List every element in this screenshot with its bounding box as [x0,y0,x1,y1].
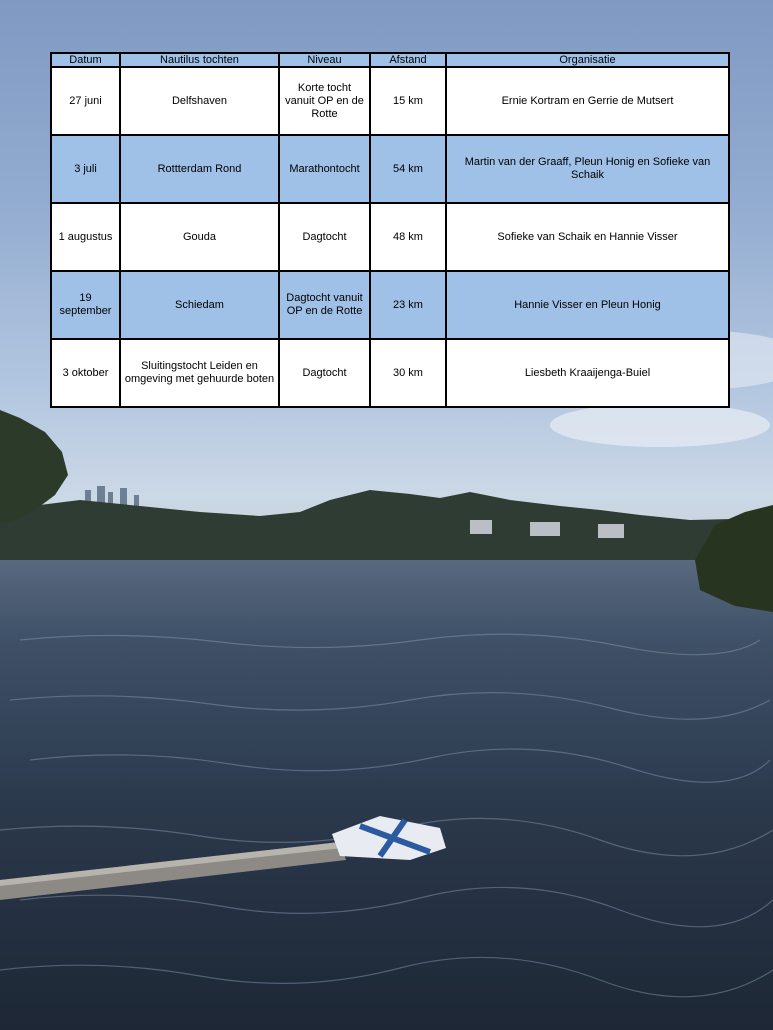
cell-tocht: Schiedam [120,271,279,339]
cell-niveau: Marathontocht [279,135,370,203]
cell-afstand: 15 km [370,67,446,135]
table-row [51,339,729,407]
cell-afstand: 48 km [370,203,446,271]
cell-afstand: 54 km [370,135,446,203]
cell-datum: 3 juli [51,135,120,203]
table-row [51,203,729,271]
cell-tocht: Rottterdam Rond [120,135,279,203]
cell-datum: 27 juni [51,67,120,135]
header-tochten: Nautilus tochten [120,53,279,67]
table-row [51,67,729,135]
table-row [51,135,729,203]
cell-organisatie: Hannie Visser en Pleun Honig [446,271,729,339]
header-afstand: Afstand [370,53,446,67]
table-header-row [51,53,729,67]
cell-afstand: 30 km [370,339,446,407]
table-row [51,271,729,339]
cell-organisatie: Martin van der Graaff, Pleun Honig en Sofieke van Schaik [446,135,729,203]
cell-niveau: Dagtocht [279,203,370,271]
cell-tocht: Gouda [120,203,279,271]
cell-tocht: Delfshaven [120,67,279,135]
header-datum: Datum [51,53,120,67]
cell-niveau: Dagtocht vanuit OP en de Rotte [279,271,370,339]
water-ripples [0,634,773,997]
header-organisatie: Organisatie [446,53,729,67]
cell-afstand: 23 km [370,271,446,339]
cloud [550,403,770,447]
cell-organisatie: Liesbeth Kraaijenga-Buiel [446,339,729,407]
cell-datum: 19 september [51,271,120,339]
cell-tocht: Sluitingstocht Leiden en omgeving met gehuurde boten [120,339,279,407]
cell-datum: 3 oktober [51,339,120,407]
cell-organisatie: Ernie Kortram en Gerrie de Mutsert [446,67,729,135]
cell-datum: 1 augustus [51,203,120,271]
tour-schedule-table [50,52,730,408]
far-shore [0,490,773,560]
cell-niveau: Korte tocht vanuit OP en de Rotte [279,67,370,135]
header-niveau: Niveau [279,53,370,67]
cell-organisatie: Sofieke van Schaik en Hannie Visser [446,203,729,271]
cell-niveau: Dagtocht [279,339,370,407]
